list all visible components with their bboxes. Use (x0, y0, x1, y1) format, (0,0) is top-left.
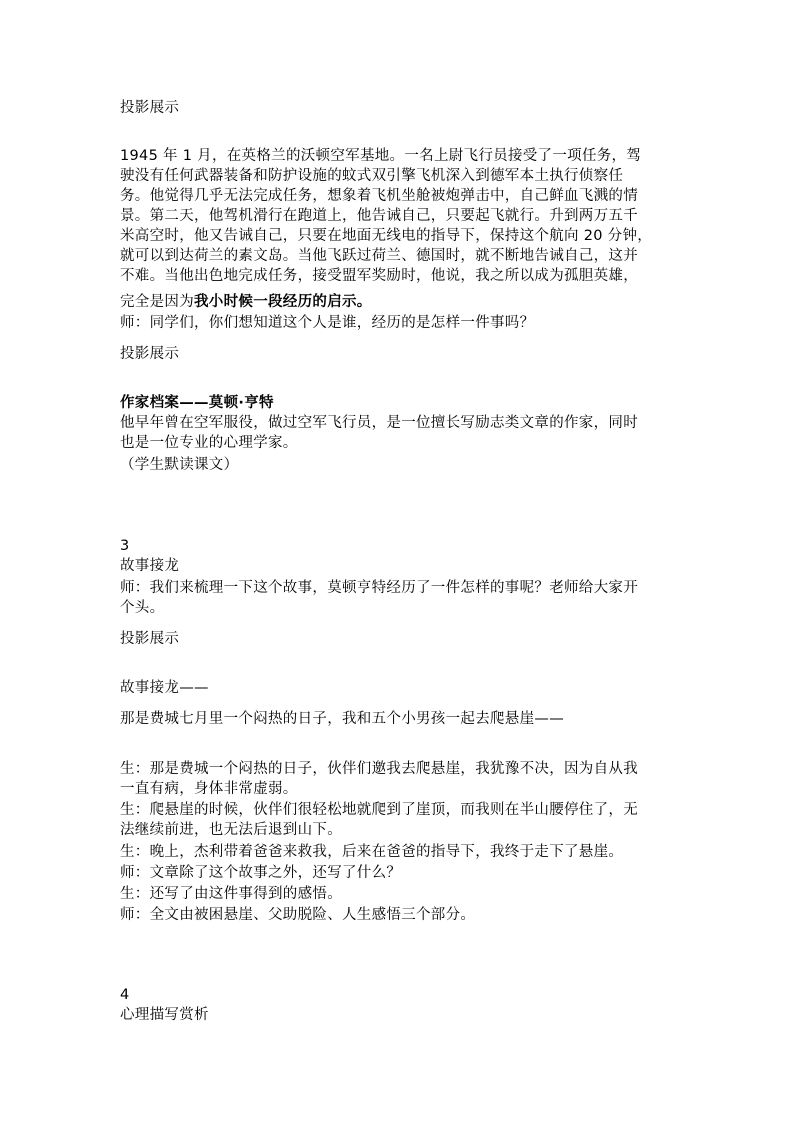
author-profile-line: 他早年曾在空军服役，做过空军飞行员，是一位擅长写励志类文章的作家，同时 (120, 415, 638, 431)
stage-direction: （学生默读课文） (120, 457, 239, 473)
dialogue-line: 生：还写了由这件事得到的感悟。 (120, 886, 342, 902)
teacher-question: 师：同学们，你们想知道这个人是谁，经历的是怎样一件事吗？ (120, 315, 535, 331)
dialogue-line: 一直有病，身体非常虚弱。 (120, 781, 298, 797)
story-text: 完全是因为 (120, 294, 194, 310)
story-paragraph-line: 不难。当他出色地完成任务，接受盟军奖励时，他说，我之所以成为孤胆英雄， (120, 268, 638, 284)
story-paragraph-line: 米高空时，他又告诫自己，只要在地面无线电的指导下，保持这个航向 20 分钟， (120, 228, 653, 244)
dialogue-line: 生：晚上，杰利带着爸爸来救我，后来在爸爸的指导下，我终于走下了悬崖。 (120, 844, 624, 860)
author-profile-line: 也是一位专业的心理学家。 (120, 435, 298, 451)
dialogue-line: 师：全文由被困悬崖、父助脱险、人生感悟三个部分。 (120, 907, 476, 923)
story-relay-label: 故事接龙—— (120, 680, 209, 696)
projection-heading-2: 投影展示 (120, 346, 180, 362)
projection-heading-1: 投影展示 (120, 100, 180, 116)
section-number-3: 3 (120, 538, 130, 554)
author-profile-title: 作家档案——莫顿·亨特 (120, 395, 274, 411)
story-paragraph-line (120, 292, 372, 312)
section-title-story-relay: 故事接龙 (120, 558, 180, 574)
section-number-4: 4 (120, 987, 130, 1003)
story-emphasis: 我小时候一段经历的启示。 (194, 294, 372, 310)
dialogue-line: 生：爬悬崖的时候，伙伴们很轻松地就爬到了崖顶，而我则在半山腰停住了，无 (120, 802, 638, 818)
teacher-prompt: 个头。 (120, 600, 165, 616)
story-paragraph-line: 1945 年 1 月，在英格兰的沃顿空军基地。一名上尉飞行员接受了一项任务，驾 (120, 148, 642, 164)
story-paragraph-line: 务。他觉得几乎无法完成任务，想象着飞机坐舱被炮弹击中，自己鲜血飞溅的情 (120, 188, 638, 204)
teacher-prompt: 师：我们来梳理一下这个故事，莫顿亨特经历了一件怎样的事呢？老师给大家开 (120, 580, 638, 596)
story-paragraph-line: 驶没有任何武器装备和防护设施的蚊式双引擎飞机深入到德军本土执行侦察任 (120, 168, 624, 184)
section-title-psychology: 心理描写赏析 (120, 1007, 209, 1023)
dialogue-line: 生：那是费城一个闷热的日子，伙伴们邀我去爬悬崖，我犹豫不决，因为自从我 (120, 761, 638, 777)
projection-heading-3: 投影展示 (120, 631, 180, 647)
story-paragraph-line: 景。第二天，他驾机滑行在跑道上，他告诫自己，只要起飞就行。升到两万五千 (120, 208, 638, 224)
dialogue-line: 师：文章除了这个故事之外，还写了什么？ (120, 865, 402, 881)
story-relay-opening: 那是费城七月里一个闷热的日子，我和五个小男孩一起去爬悬崖—— (120, 711, 564, 727)
story-paragraph-line: 就可以到达荷兰的素文岛。当他飞跃过荷兰、德国时，就不断地告诫自己，这并 (120, 248, 638, 264)
dialogue-line: 法继续前进，也无法后退到山下。 (120, 822, 342, 838)
